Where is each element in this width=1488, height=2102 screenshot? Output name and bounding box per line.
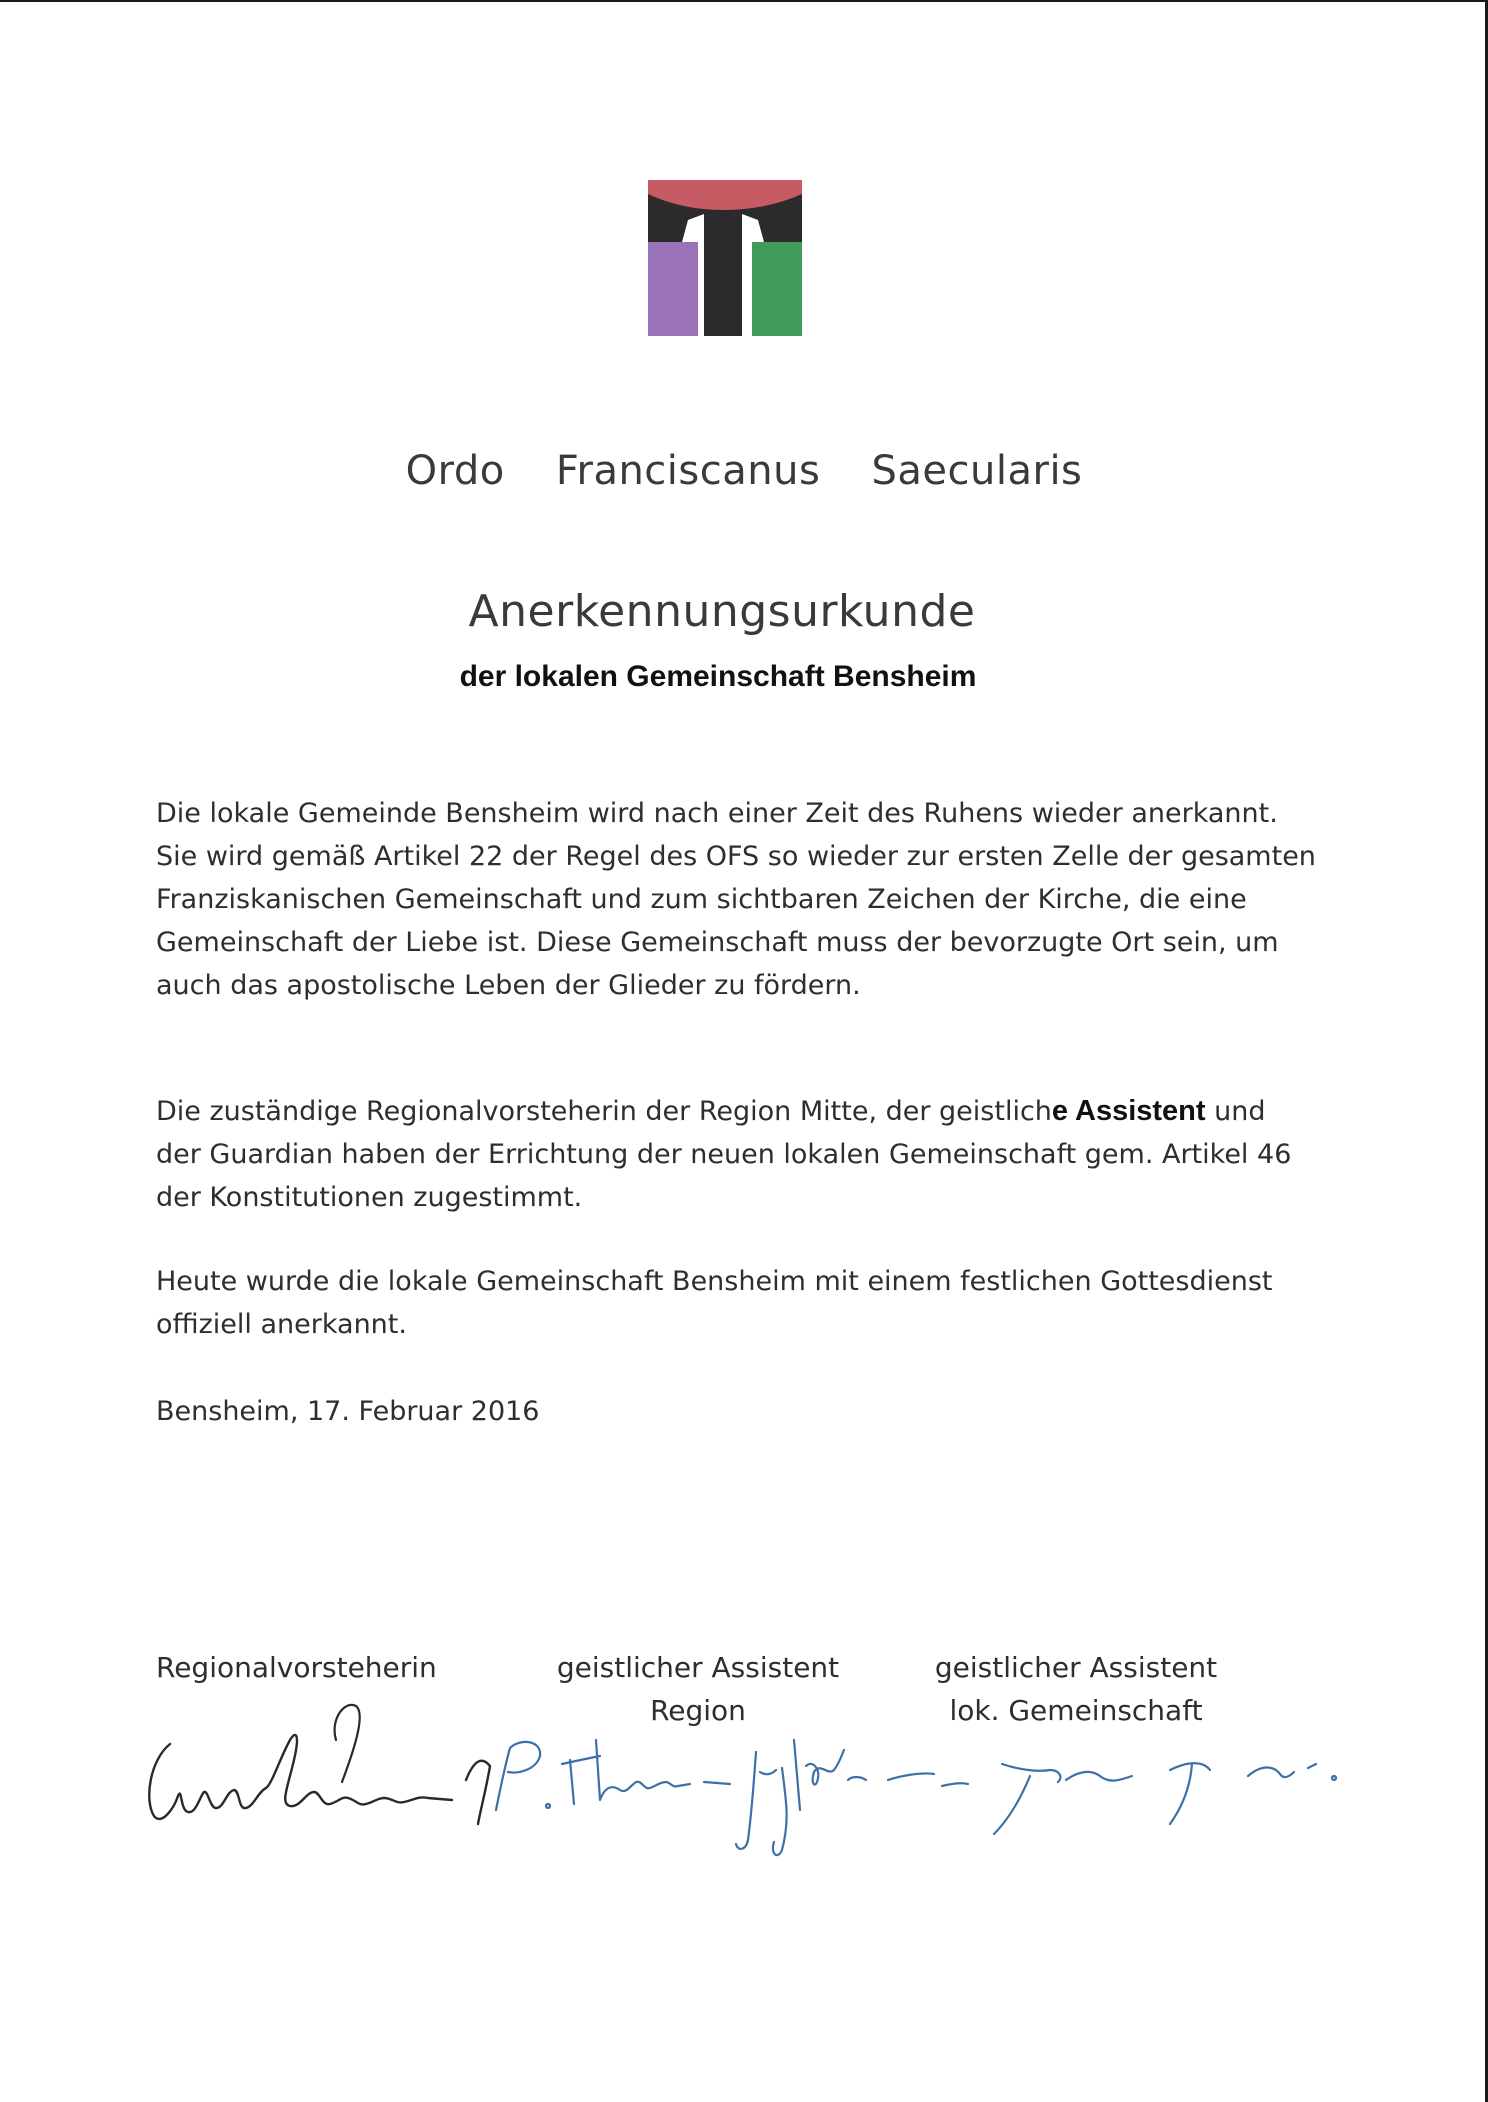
document-title: Anerkennungsurkunde — [468, 586, 976, 637]
signature-label-line1: Regionalvorsteherin — [156, 1651, 437, 1684]
paragraph-approval-end: und der Guardian haben der Errichtung der neuen lokalen Gemeinschaft gem. Artikel 46 der Konstitutionen zugestimmt. — [156, 1096, 1292, 1213]
logo-green-block — [752, 242, 802, 336]
paragraph-approval-bold: e Assistent — [1051, 1095, 1206, 1127]
date-line: Bensheim, 17. Februar 2016 — [156, 1396, 540, 1427]
order-name-heading: Ordo Franciscanus Saecularis — [405, 448, 1083, 494]
signature-label-line2: Region — [650, 1694, 746, 1727]
signature-label-regional-leader — [156, 1646, 437, 1689]
logo-purple-block — [648, 242, 698, 336]
paragraph-ceremony: Heute wurde die lokale Gemeinschaft Bensheim mit einem festlichen Gottesdienst offiziell anerkannt. — [156, 1266, 1273, 1340]
signature-black-loop — [335, 1705, 360, 1782]
signature-blue-ink — [496, 1740, 1336, 1855]
paragraph-recognition: Die lokale Gemeinde Bensheim wird nach einer Zeit des Ruhens wieder anerkannt. Sie wird gemäß Artikel 22 der Regel des OFS so wieder zur ersten Zelle der gesamten Franziskanischen Gemeinschaft und zum sichtbaren Zeichen der Kirche, die eine Gemeinschaft der Liebe ist. Diese Gemeinschaft muss der bevorzugte Ort sein, um auch das apostolische Leben der Glieder zu fördern. — [156, 798, 1316, 1001]
signature-label-line1: geistlicher Assistent — [556, 1651, 840, 1684]
handwritten-signatures — [130, 1700, 1410, 1870]
signature-label-line1: geistlicher Assistent — [934, 1651, 1218, 1684]
paragraph-approval-start: Die zuständige Regionalvorsteherin der Region Mitte, der geistlich — [156, 1096, 1052, 1127]
paragraph-approval — [156, 1090, 1316, 1219]
signature-label-line2: lok. Gemeinschaft — [949, 1694, 1203, 1727]
signature-black-ink — [149, 1735, 490, 1824]
document-subtitle: der lokalen Gemeinschaft Bensheim — [459, 660, 977, 693]
ofs-logo-icon — [646, 180, 802, 336]
